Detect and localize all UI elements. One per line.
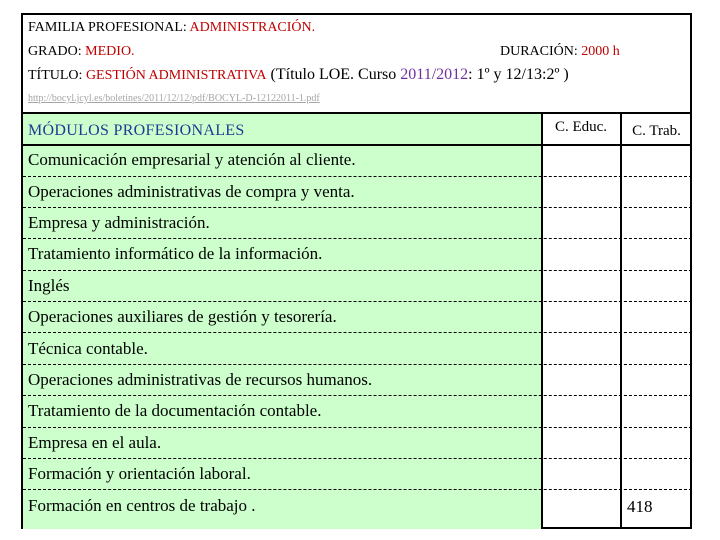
module-row: Formación y orientación laboral. (28, 464, 251, 483)
module-row: Operaciones auxiliares de gestión y tesorería. (28, 307, 337, 326)
col-educ-header (541, 112, 621, 146)
titulo-line (28, 67, 569, 84)
col-trab-border (620, 112, 622, 529)
modules-header: MÓDULOS PROFESIONALES (28, 122, 245, 139)
row-divider (23, 176, 692, 177)
row-divider (23, 270, 692, 271)
module-row: Tratamiento de la documentación contable. (28, 401, 322, 420)
duracion-line (500, 44, 620, 60)
col-trab-label: C. Trab. (632, 123, 681, 139)
row-divider (23, 427, 692, 428)
grado-line (28, 44, 135, 60)
module-row: Comunicación empresarial y atención al cliente. (28, 150, 356, 169)
col-educ-label: C. Educ. (554, 119, 608, 135)
titulo-note-pre: (Título LOE. Curso (266, 66, 401, 83)
col-educ-border (541, 112, 543, 529)
familia-line (28, 20, 315, 36)
titulo-value: GESTIÓN ADMINISTRATIVA (85, 68, 267, 83)
row-divider (23, 238, 692, 239)
module-row: Operaciones administrativas de recursos humanos. (28, 370, 373, 389)
row-divider (23, 207, 692, 208)
grado-value: MEDIO. (85, 44, 135, 59)
module-row: Inglés (28, 276, 70, 295)
row-divider (23, 301, 692, 302)
modules-header-cell (23, 112, 541, 146)
module-row: Empresa en el aula. (28, 433, 162, 452)
familia-label: FAMILIA PROFESIONAL: (28, 20, 190, 35)
row-divider (23, 395, 692, 396)
bocyl-link[interactable]: http://bocyl.jcyl.es/boletines/2011/12/12/pdf/BOCYL-D-12122011-1.pdf (28, 93, 320, 104)
module-row: Formación en centros de trabajo . (28, 496, 256, 515)
module-row: Técnica contable. (28, 339, 148, 358)
module-row: Operaciones administrativas de compra y venta. (28, 182, 355, 201)
grado-label: GRADO: (28, 44, 86, 59)
row-divider (23, 458, 692, 459)
module-row: Tratamiento informático de la información. (28, 244, 323, 263)
familia-value: ADMINISTRACIÓN. (189, 20, 316, 35)
titulo-note-post: : 1º y 12/13:2º ) (468, 66, 569, 83)
titulo-label: TÍTULO: (28, 68, 86, 83)
row-divider (23, 332, 692, 333)
duracion-label: DURACIÓN: (500, 44, 582, 59)
row-divider (23, 489, 692, 490)
col-trab-header (621, 112, 692, 146)
duracion-value: 2000 h (581, 44, 620, 59)
curso-value: 2011/2012 (400, 66, 469, 83)
trab-hours-value: 418 (627, 497, 653, 516)
module-row: Empresa y administración. (28, 213, 210, 232)
modules-body (23, 146, 541, 529)
row-divider (23, 364, 692, 365)
